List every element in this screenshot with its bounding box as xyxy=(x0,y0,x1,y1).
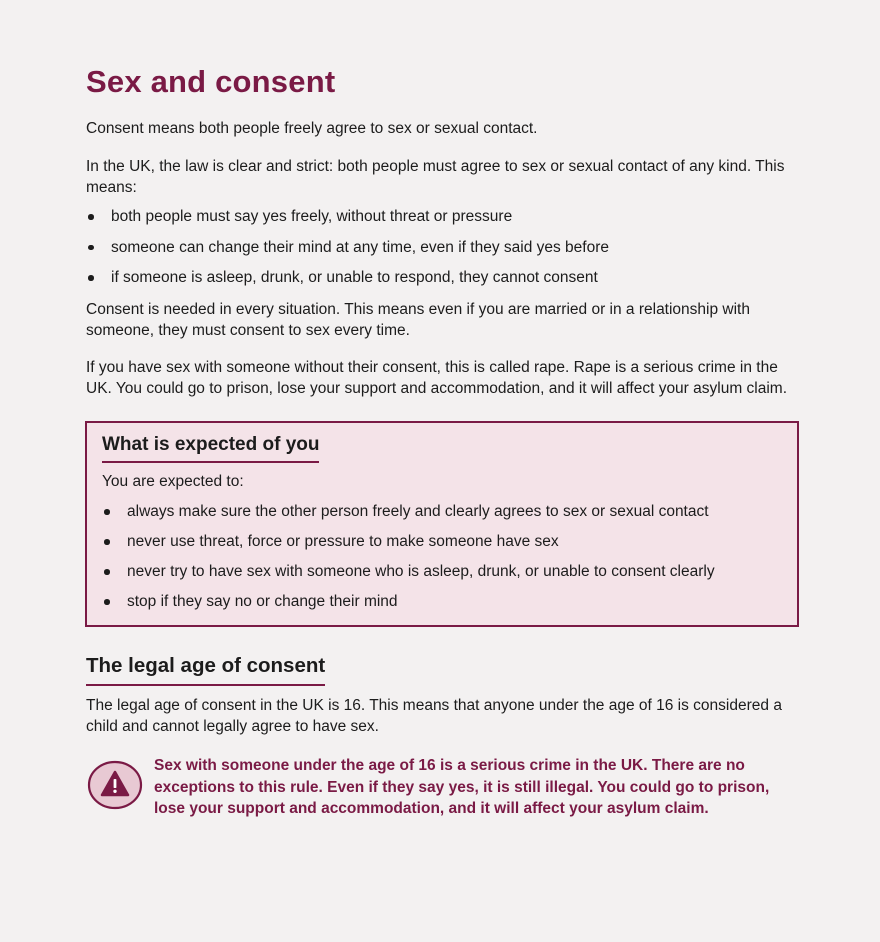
list-item: never use threat, force or pressure to make someone have sex xyxy=(102,531,781,552)
law-paragraph: In the UK, the law is clear and strict: both people must agree to sex or sexual contact of any kind. This means: xyxy=(86,158,785,196)
legal-age-heading: The legal age of consent xyxy=(86,653,325,686)
list-item: someone can change their mind at any time, even if they said yes before xyxy=(86,237,802,258)
law-points-list xyxy=(86,206,802,288)
expected-of-you-box xyxy=(85,421,799,627)
warning-text: Sex with someone under the age of 16 is a serious crime in the UK. There are no exceptions to this rule. Even if they say yes, it is still illegal. You could go to prison, lose your support and accommodation, and it will affect your asylum claim. xyxy=(154,757,770,817)
expected-box-intro: You are expected to: xyxy=(102,473,244,490)
warning-callout xyxy=(86,755,802,820)
intro-paragraph: Consent means both people freely agree to sex or sexual contact. xyxy=(86,120,538,137)
list-item: stop if they say no or change their mind xyxy=(102,591,781,612)
document-page xyxy=(86,62,802,820)
list-item: if someone is asleep, drunk, or unable to respond, they cannot consent xyxy=(86,267,802,288)
legal-age-paragraph: The legal age of consent in the UK is 16. This means that anyone under the age of 16 is considered a child and cannot legally agree to have sex. xyxy=(86,697,782,735)
every-situation-paragraph: Consent is needed in every situation. This means even if you are married or in a relationship with someone, they must consent to sex every time. xyxy=(86,301,750,339)
list-item: never try to have sex with someone who is asleep, drunk, or unable to consent clearly xyxy=(102,561,781,582)
list-item: always make sure the other person freely and clearly agrees to sex or sexual contact xyxy=(102,501,781,522)
page-title: Sex and consent xyxy=(86,64,336,99)
warning-triangle-icon xyxy=(87,760,143,810)
expected-list xyxy=(102,501,781,612)
rape-paragraph: If you have sex with someone without their consent, this is called rape. Rape is a serious crime in the UK. You could go to prison, lose your support and accommodation, and it will affect your asylum claim. xyxy=(86,359,788,397)
expected-box-heading: What is expected of you xyxy=(102,433,319,463)
list-item: both people must say yes freely, without threat or pressure xyxy=(86,206,802,227)
